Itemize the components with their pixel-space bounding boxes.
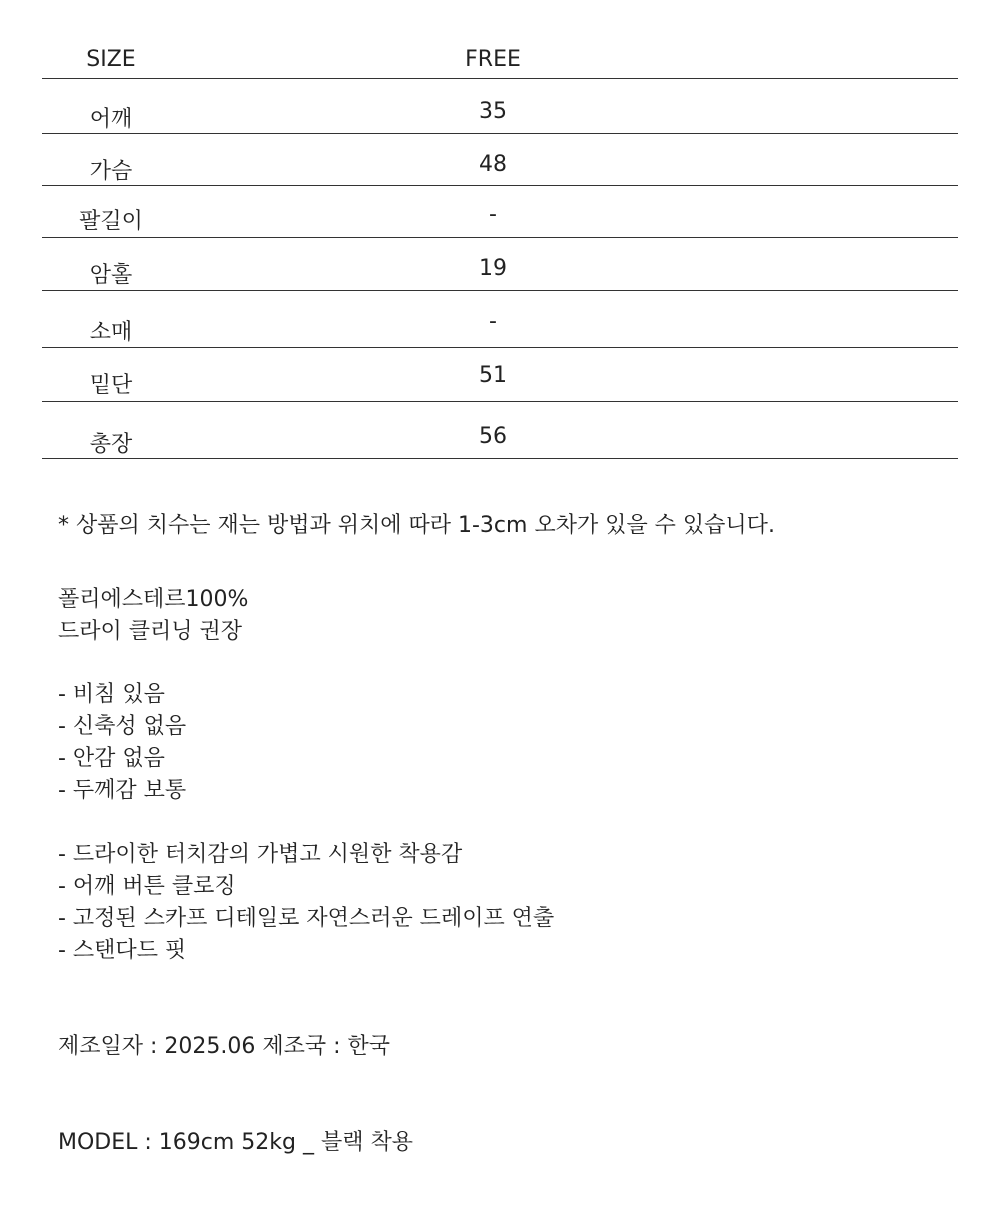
material-composition: 폴리에스테르100% — [58, 587, 249, 612]
property-item: - 안감 없음 — [58, 746, 165, 771]
property-item: - 신축성 없음 — [58, 714, 187, 739]
size-row-label: 암홀 — [89, 263, 133, 288]
size-row-label: 팔길이 — [79, 209, 143, 234]
size-row-hem — [42, 348, 958, 402]
size-row-value: - — [489, 202, 497, 227]
size-row-shoulder — [42, 79, 958, 134]
feature-item: - 스탠다드 핏 — [58, 938, 187, 963]
size-row-sleeve-length — [42, 186, 958, 238]
size-row-value: 35 — [479, 99, 507, 124]
size-table-header — [42, 38, 958, 79]
size-table — [42, 38, 958, 459]
size-row-value: 48 — [479, 152, 507, 177]
feature-item: - 어깨 버튼 클로징 — [58, 874, 236, 899]
size-row-sleeve-opening — [42, 291, 958, 348]
property-item: - 두께감 보통 — [58, 778, 187, 803]
size-row-label: 어깨 — [89, 107, 133, 132]
property-item: - 비침 있음 — [58, 682, 165, 707]
size-row-chest — [42, 134, 958, 186]
size-row-label: 총장 — [89, 432, 133, 457]
size-row-label: 밑단 — [89, 373, 133, 398]
feature-item: - 고정된 스카프 디테일로 자연스러운 드레이프 연출 — [58, 906, 555, 931]
size-row-value: 19 — [479, 256, 507, 281]
care-instruction: 드라이 클리닝 권장 — [58, 619, 243, 644]
model-info: MODEL : 169cm 52kg _ 블랙 착용 — [58, 1130, 413, 1155]
size-row-value: - — [489, 309, 497, 334]
size-row-total-length — [42, 402, 958, 459]
size-row-value: 51 — [479, 363, 507, 388]
size-header-label: SIZE — [86, 47, 136, 72]
manufacture-info: 제조일자 : 2025.06 제조국 : 한국 — [58, 1034, 391, 1059]
size-row-label: 가슴 — [89, 159, 133, 184]
size-row-label: 소매 — [89, 320, 133, 345]
size-header-value: FREE — [465, 47, 521, 72]
measurement-note: * 상품의 치수는 재는 방법과 위치에 따라 1-3cm 오차가 있을 수 있습니다. — [58, 513, 775, 538]
size-row-value: 56 — [479, 424, 507, 449]
size-row-armhole — [42, 238, 958, 291]
feature-item: - 드라이한 터치감의 가볍고 시원한 착용감 — [58, 842, 463, 867]
